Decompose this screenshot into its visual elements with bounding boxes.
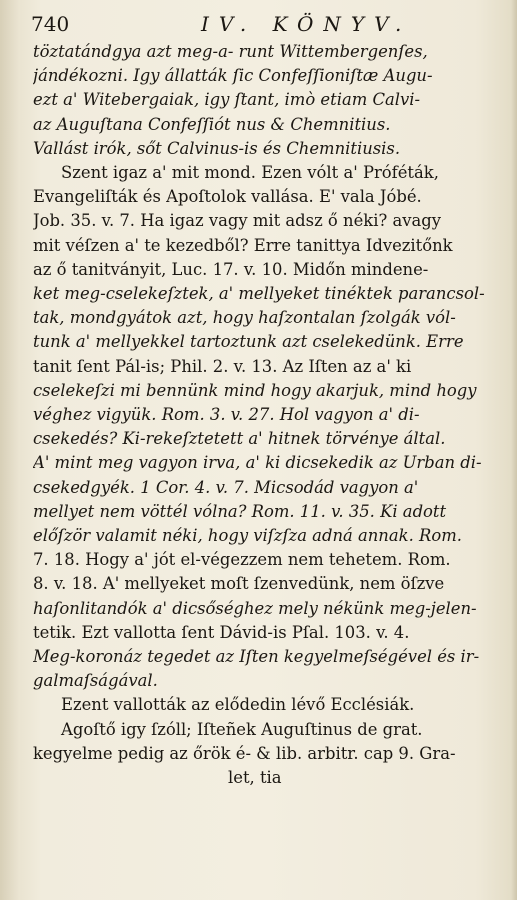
text-line: csekedgyék. 1 Cor. 4. v. 7. Micsodád vagyon a'	[33, 477, 419, 497]
text-line: csekedés? Ki-rekeſztetett a' hitnek törvénye által.	[33, 429, 446, 449]
text-line: az ő tanitványit, Luc. 17. v. 10. Midőn mindene-	[33, 259, 429, 279]
text-line: 7. 18. Hogy a' jót el-végezzem nem tehetem. Rom.	[33, 550, 451, 570]
text-line: véghez vigyük. Rom. 3. v. 27. Hol vagyon a' di-	[33, 405, 420, 425]
body-text	[33, 40, 507, 790]
text-line: galmaſságával.	[33, 671, 158, 691]
text-line: Job. 35. v. 7. Ha igaz vagy mit adsz ő néki? avagy	[33, 211, 441, 231]
text-line: tunk a' mellyekkel tartoztunk azt cselekedünk. Erre	[33, 332, 464, 352]
page-number: 740	[31, 12, 70, 36]
text-line: mellyet nem vöttél vólna? Rom. 11. v. 35. Ki adott	[33, 501, 447, 521]
page-edge-shadow	[511, 0, 517, 900]
text-line: mit véſzen a' te kezedből? Erre tanittya Idvezitőnk	[33, 235, 453, 255]
text-line: cselekeſzi mi bennünk mind hogy akarjuk, mind hogy	[33, 380, 477, 400]
text-line: előſzör valamit néki, hogy viſzſza adná annak. Rom.	[33, 526, 462, 546]
text-line: az Auguſtana Confeſſiót nus & Chemnitius.	[33, 114, 391, 134]
text-line: ezt a' Witebergaiak, igy ſtant, imò etiam Calvi-	[33, 90, 421, 110]
text-line: Ezent vallották az elődedin lévő Ecclésiák.	[61, 695, 415, 715]
text-line: Evangeliſták és Apoſtolok vallása. E' vala Jóbé.	[33, 187, 422, 207]
text-line: tanit ſent Pál-is; Phil. 2. v. 13. Az Iſten az a' ki	[33, 356, 412, 376]
running-title: IV. KÖNYV.	[201, 12, 412, 36]
text-line: ket meg-cselekeſztek, a' mellyeket tinéktek parancsol-	[33, 284, 485, 304]
text-line: haſonlitandók a' dicsőséghez mely nékünk meg-jelen-	[33, 598, 477, 618]
text-line: jándékozni. Igy állatták ſic Confeſſioniſtæ Augu-	[33, 66, 433, 86]
text-line: Agoſtő igy ſzóll; Iſteñek Auguſtinus de grat.	[61, 719, 423, 739]
text-line: kegyelme pedig az őrök é- & lib. arbitr. cap 9. Gra-	[33, 743, 456, 763]
text-line: töztatándgya azt meg-a- runt Wittembergenſes,	[33, 42, 428, 61]
page-header	[33, 14, 507, 40]
text-line: Meg-koronáz tegedet az Iſten kegyelmeſségével és ir-	[33, 647, 480, 667]
text-line: A' mint meg vagyon irva, a' ki dicsekedik az Urban di-	[33, 453, 482, 473]
text-line: tak, mondgyátok azt, hogy haſzontalan ſzolgák vól-	[33, 308, 456, 328]
text-line: tetik. Ezt vallotta ſent Dávid-is Pſal. 103. v. 4.	[33, 622, 410, 642]
text-line: 8. v. 18. A' mellyeket moſt ſzenvedünk, nem öſzve	[33, 574, 445, 594]
text-line: Szent igaz a' mit mond. Ezen vólt a' Próféták,	[61, 163, 439, 183]
text-line: Vallást irók, sőt Calvinus-is és Chemnitiusis.	[33, 138, 401, 158]
page-gutter-shadow	[0, 0, 22, 900]
text-line: let, tia	[228, 768, 282, 788]
